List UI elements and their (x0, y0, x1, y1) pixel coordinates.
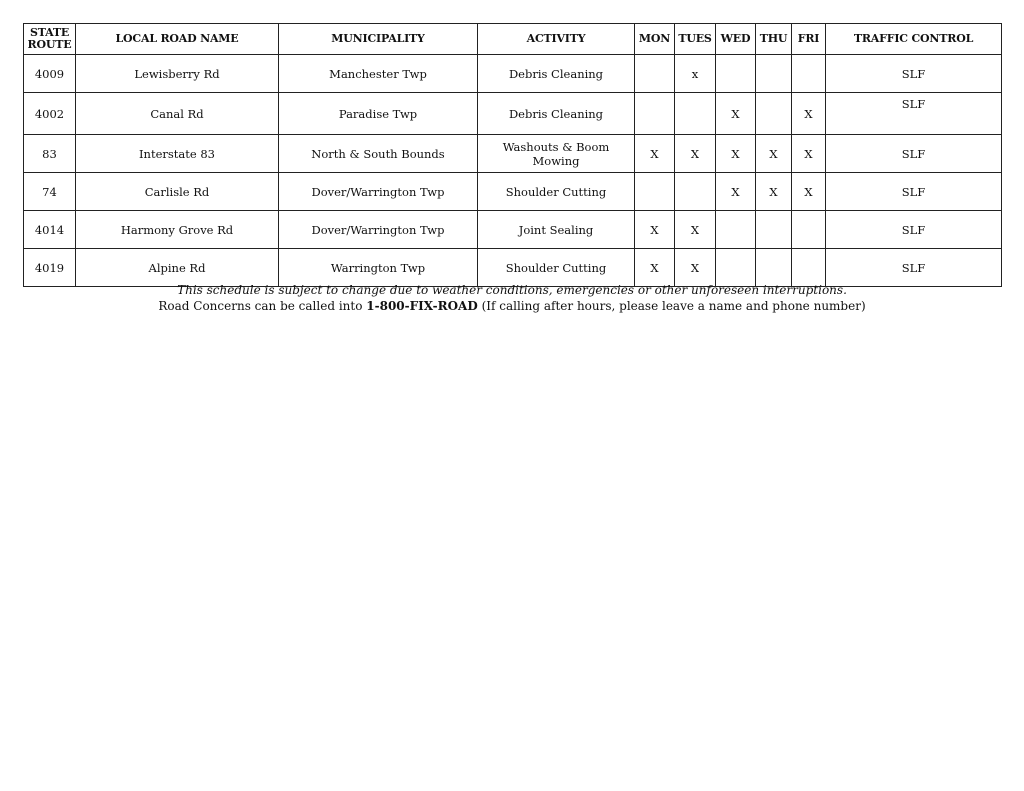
cell-municipality: Paradise Twp (279, 93, 478, 135)
cell-thu: X (756, 135, 792, 173)
disclaimer-text: This schedule is subject to change due to weather conditions, emergencies or other unforeseen interruptions. (177, 283, 847, 297)
cell-local-road-name: Carlisle Rd (76, 173, 279, 211)
cell-thu (756, 55, 792, 93)
cell-mon: X (635, 211, 675, 249)
cell-activity: Shoulder Cutting (478, 173, 635, 211)
cell-fri: X (792, 93, 826, 135)
header-activity: ACTIVITY (478, 24, 635, 55)
header-state-route: STATE ROUTE (24, 24, 76, 55)
road-schedule-table (23, 23, 1002, 287)
cell-activity: Joint Sealing (478, 211, 635, 249)
header-local-road-name: LOCAL ROAD NAME (76, 24, 279, 55)
cell-local-road-name: Harmony Grove Rd (76, 211, 279, 249)
cell-activity: Washouts & Boom Mowing (478, 135, 635, 173)
cell-traffic-control: SLF (826, 211, 1002, 249)
cell-mon (635, 173, 675, 211)
cell-tues: x (675, 55, 716, 93)
cell-tues (675, 173, 716, 211)
cell-municipality: Manchester Twp (279, 55, 478, 93)
cell-activity: Debris Cleaning (478, 55, 635, 93)
cell-state-route: 4009 (24, 55, 76, 93)
cell-wed: X (716, 135, 756, 173)
cell-wed: X (716, 93, 756, 135)
table-row (24, 93, 1002, 135)
cell-mon (635, 55, 675, 93)
header-fri: FRI (792, 24, 826, 55)
cell-municipality: Dover/Warrington Twp (279, 211, 478, 249)
cell-municipality: North & South Bounds (279, 135, 478, 173)
cell-mon: X (635, 249, 675, 287)
cell-state-route: 83 (24, 135, 76, 173)
cell-activity: Shoulder Cutting (478, 249, 635, 287)
header-municipality: MUNICIPALITY (279, 24, 478, 55)
cell-traffic-control: SLF (826, 55, 1002, 93)
cell-tues: X (675, 249, 716, 287)
cell-local-road-name: Alpine Rd (76, 249, 279, 287)
cell-municipality: Warrington Twp (279, 249, 478, 287)
cell-tues: X (675, 211, 716, 249)
cell-thu: X (756, 173, 792, 211)
contact-suffix: (If calling after hours, please leave a name and phone number) (477, 299, 866, 313)
cell-state-route: 4019 (24, 249, 76, 287)
phone-number: 1-800-FIX-ROAD (366, 299, 478, 313)
cell-fri: X (792, 135, 826, 173)
contact-line (23, 298, 1001, 314)
table-row (24, 135, 1002, 173)
cell-local-road-name: Interstate 83 (76, 135, 279, 173)
cell-state-route: 4002 (24, 93, 76, 135)
cell-state-route: 4014 (24, 211, 76, 249)
table-row (24, 55, 1002, 93)
cell-fri: X (792, 173, 826, 211)
cell-wed (716, 249, 756, 287)
cell-traffic-control: SLF (826, 173, 1002, 211)
cell-tues (675, 93, 716, 135)
schedule-notes (23, 282, 1001, 314)
cell-activity: Debris Cleaning (478, 93, 635, 135)
contact-prefix: Road Concerns can be called into (158, 299, 367, 313)
cell-local-road-name: Canal Rd (76, 93, 279, 135)
cell-traffic-control: SLF (826, 249, 1002, 287)
cell-traffic-control: SLF (826, 135, 1002, 173)
header-wed: WED (716, 24, 756, 55)
cell-wed: X (716, 173, 756, 211)
cell-traffic-control: SLF (826, 93, 1002, 135)
cell-mon (635, 93, 675, 135)
cell-wed (716, 211, 756, 249)
cell-municipality: Dover/Warrington Twp (279, 173, 478, 211)
header-tues: TUES (675, 24, 716, 55)
cell-mon: X (635, 135, 675, 173)
cell-thu (756, 211, 792, 249)
table-row (24, 211, 1002, 249)
cell-tues: X (675, 135, 716, 173)
header-traffic-control: TRAFFIC CONTROL (826, 24, 1002, 55)
cell-wed (716, 55, 756, 93)
cell-thu (756, 93, 792, 135)
header-mon: MON (635, 24, 675, 55)
cell-thu (756, 249, 792, 287)
cell-local-road-name: Lewisberry Rd (76, 55, 279, 93)
table-row (24, 173, 1002, 211)
cell-fri (792, 211, 826, 249)
cell-state-route: 74 (24, 173, 76, 211)
cell-fri (792, 55, 826, 93)
header-thu: THU (756, 24, 792, 55)
cell-fri (792, 249, 826, 287)
table-row (24, 249, 1002, 287)
table-header-row (24, 24, 1002, 55)
